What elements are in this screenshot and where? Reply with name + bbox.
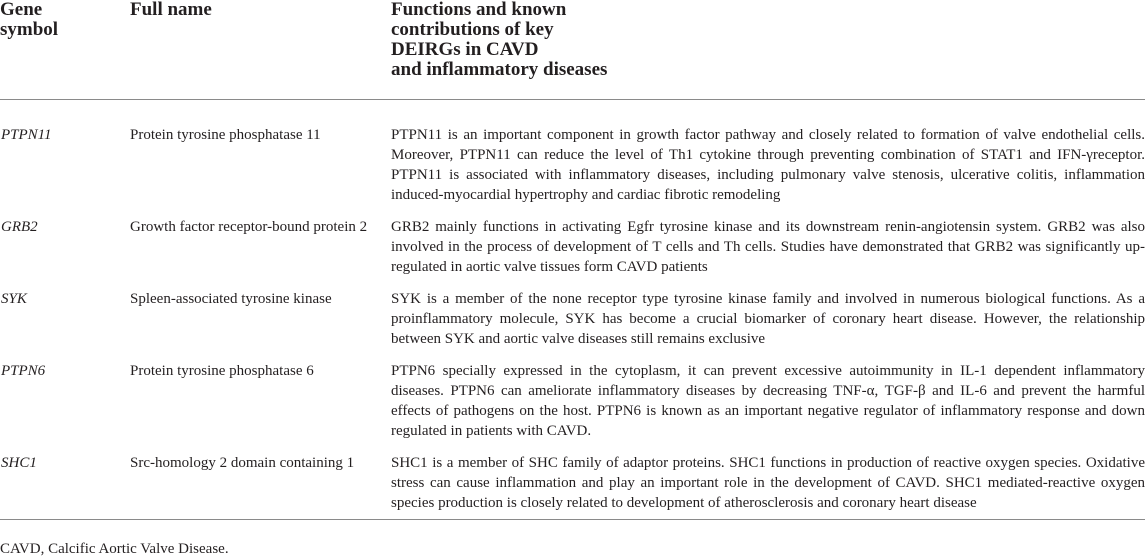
table-row (0, 100, 1145, 214)
table-row (0, 213, 1145, 285)
header-row (0, 0, 1145, 100)
table-row (0, 357, 1145, 449)
gene-symbol-cell: PTPN6 (1, 363, 46, 379)
header-functions-line: and inflammatory diseases (391, 59, 608, 80)
function-cell: PTPN11 is an important component in growth factor pathway and closely related to formation of valve endothelial cells. Moreover, PTPN11 can reduce the level of Th1 cytokine through preventing combination of STAT1 and IFN-γreceptor. PTPN11 is associated with inflammatory diseases, including pulmonary valve stenosis, ulcerative colitis, inflammation induced-myocardial hypertrophy and cardiac fibrotic remodeling (391, 127, 1145, 203)
full-name-cell: Spleen-associated tyrosine kinase (130, 291, 332, 307)
function-cell: GRB2 mainly functions in activating Egfr tyrosine kinase and its downstream renin-angiotensin system. GRB2 was also involved in the process of development of T cells and Th cells. Studies have demonstrated that GRB2 was significantly up-regulated in aortic valve tissues form CAVD patients (391, 219, 1145, 275)
full-name-cell: Protein tyrosine phosphatase 11 (130, 127, 321, 143)
gene-symbol-cell: GRB2 (1, 219, 38, 235)
table-body (0, 100, 1145, 520)
gene-symbol-cell: SHC1 (0, 449, 130, 520)
header-gene-symbol-line: symbol (0, 19, 59, 40)
header-gene-symbol-line: Gene (0, 0, 43, 20)
header-functions-line: DEIRGs in CAVD (391, 39, 539, 60)
gene-symbol-cell: SYK (1, 291, 27, 307)
header-full-name (130, 0, 389, 100)
function-cell: SYK is a member of the none receptor type tyrosine kinase family and involved in numerous biological functions. As a proinflammatory molecule, SYK has become a crucial biomarker of coronary heart disease. However, the relationship between SYK and aortic valve diseases still remains exclusive (391, 291, 1145, 347)
function-cell: SHC1 is a member of SHC family of adaptor proteins. SHC1 functions in production of reactive oxygen species. Oxidative stress can cause inflammation and play an important role in the development of CAVD. SHC1 mediated-reactive oxygen species production is closely related to development of atherosclerosis and coronary heart disease (389, 449, 1145, 520)
table-footnote: CAVD, Calcific Aortic Valve Disease. (0, 541, 229, 557)
table-row (0, 449, 1145, 520)
table-header (0, 0, 1145, 100)
header-functions-line: Functions and known (391, 0, 567, 20)
header-full-name-text: Full name (130, 0, 212, 20)
header-gene-symbol (0, 0, 130, 100)
gene-symbol-cell: PTPN11 (1, 127, 52, 143)
header-functions (389, 0, 1145, 100)
function-cell: PTPN6 specially expressed in the cytoplasm, it can prevent excessive autoimmunity in IL-1 dependent inflammatory diseases. PTPN6 can ameliorate inflammatory diseases by decreasing TNF-α, TGF-β and IL-6 and prevent the harmful effects of pathogens on the host. PTPN6 is known as an important negative regulator of inflammatory response and down regulated in patients with CAVD. (391, 363, 1145, 439)
full-name-cell: Protein tyrosine phosphatase 6 (130, 363, 314, 379)
full-name-cell: Growth factor receptor-bound protein 2 (130, 219, 368, 235)
table-row (0, 285, 1145, 357)
header-functions-line: contributions of key (391, 19, 554, 40)
full-name-cell: Src-homology 2 domain containing 1 (130, 449, 389, 520)
